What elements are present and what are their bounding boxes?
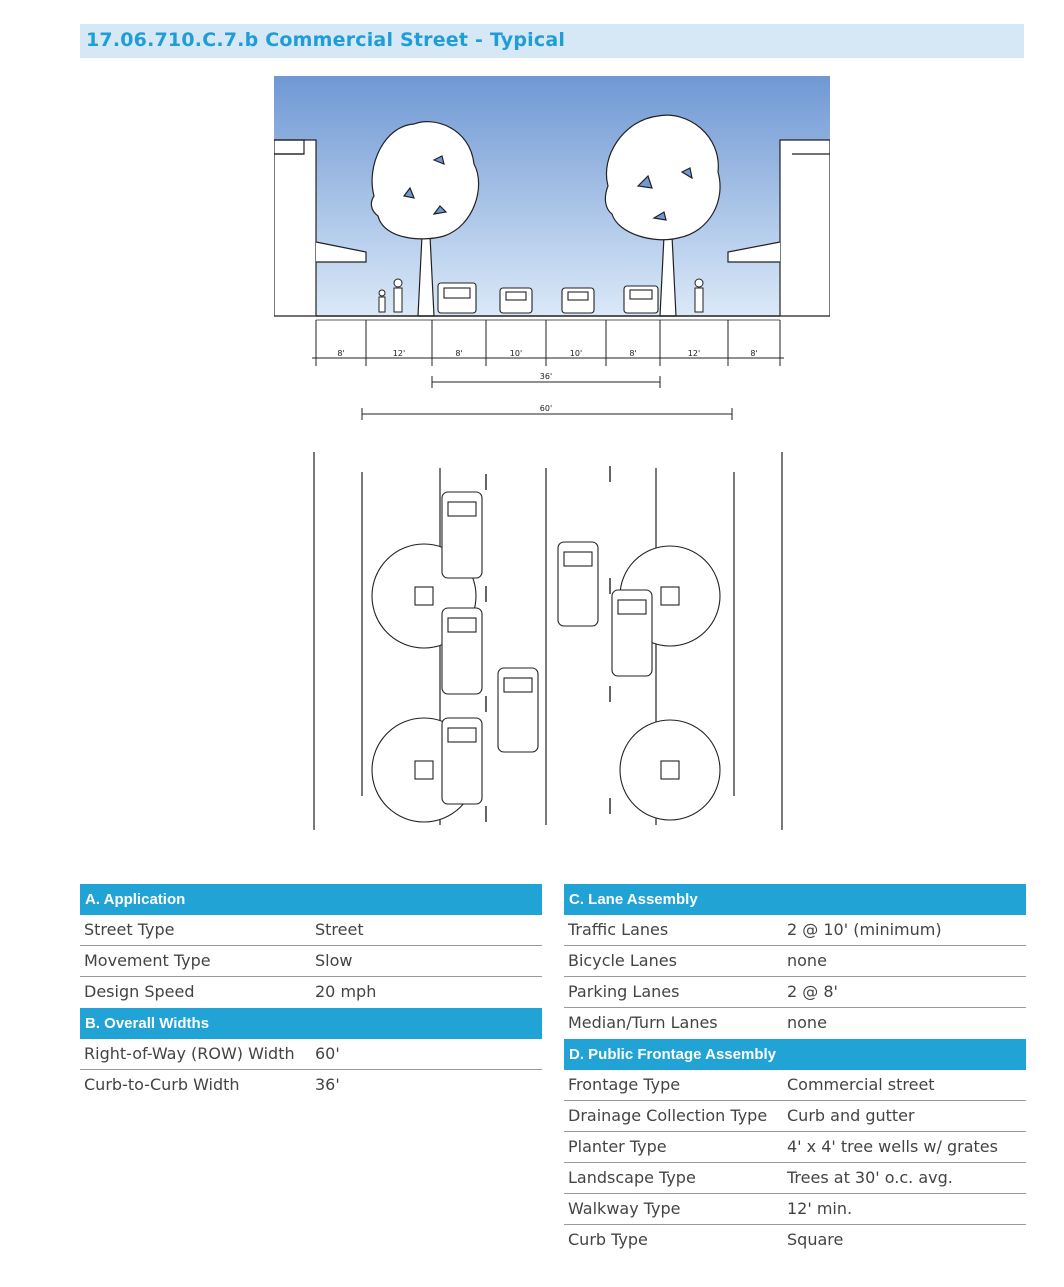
dimension-label: 8' (750, 349, 758, 358)
table-b-heading: B. Overall Widths (80, 1008, 542, 1039)
table-row: Design Speed 20 mph (84, 982, 377, 1001)
street-section-drawing (274, 76, 830, 426)
table-row: Bicycle Lanes none (564, 946, 1026, 977)
page-title: 17.06.710.C.7.b Commercial Street - Typical (86, 29, 566, 51)
table-c-heading: C. Lane Assembly (564, 884, 1026, 915)
curb-to-curb-dimension: 36' (539, 372, 553, 381)
table-row: Walkway Type 12' min. (564, 1194, 1026, 1225)
table-row: Landscape Type Trees at 30' o.c. avg. (564, 1163, 1026, 1194)
table-row: Curb Type Square (568, 1230, 844, 1249)
right-of-way-dimension: 60' (539, 404, 553, 413)
dimension-label: 10' (569, 349, 583, 358)
table-row: Parking Lanes 2 @ 8' (564, 977, 1026, 1008)
street-plan-drawing (310, 450, 786, 832)
plan-car-icon (442, 492, 652, 804)
left-spec-table (80, 884, 542, 1101)
right-spec-table (564, 884, 1026, 1256)
table-row: Street Type Street (80, 915, 542, 946)
dimension-label: 8' (629, 349, 637, 358)
dimension-labels (337, 349, 757, 358)
table-row: Planter Type 4' x 4' tree wells w/ grates (564, 1132, 1026, 1163)
table-d-heading: D. Public Frontage Assembly (564, 1039, 1026, 1070)
table-row: Movement Type Slow (80, 946, 542, 977)
dimension-label: 8' (337, 349, 345, 358)
table-row: Drainage Collection Type Curb and gutter (564, 1101, 1026, 1132)
table-row: Frontage Type Commercial street (564, 1070, 1026, 1101)
table-row: Traffic Lanes 2 @ 10' (minimum) (564, 915, 1026, 946)
table-a-heading: A. Application (80, 884, 542, 915)
table-row: Curb-to-Curb Width 36' (84, 1075, 340, 1094)
dimension-label: 12' (687, 349, 701, 358)
dimension-label: 12' (392, 349, 406, 358)
table-row: Right-of-Way (ROW) Width 60' (80, 1039, 542, 1070)
dimension-label: 8' (455, 349, 463, 358)
dimension-ticks (316, 320, 780, 366)
title-bar (80, 24, 1024, 58)
table-row: Median/Turn Lanes none (568, 1013, 827, 1032)
dimension-label: 10' (509, 349, 523, 358)
